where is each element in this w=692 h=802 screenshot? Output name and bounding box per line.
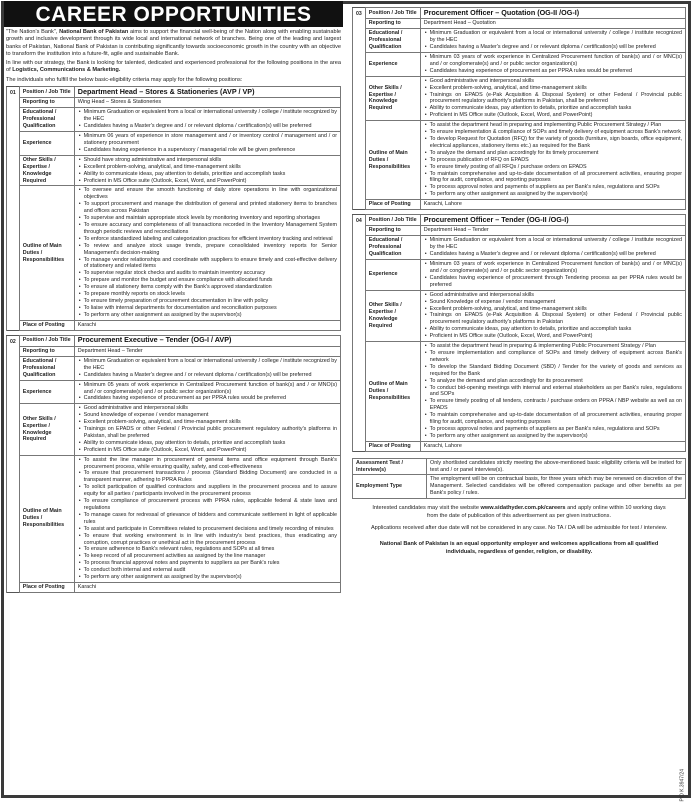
list-item: • Minimum 03 years of work experience in Centralized Procurement function of bank(s) and / or MNC(s) and / or conglomerate(s) and / or public sector organization(s) — [424, 261, 682, 275]
experience-list — [424, 54, 682, 75]
duties-label: Outline of Main Duties / Responsibilities — [19, 186, 74, 320]
equal-opportunity-text: National Bank of Pakistan is an equal opportunity employer and welcomes applications from all qualified individuals, regardless of gender, religion, or disability. — [379, 541, 659, 555]
list-item: • To assist the line manager in procurement of general items and office equipment through Bank's procurement process, while ensuring quality, safety, and cost-effectiveness — [78, 457, 337, 471]
skills-list — [424, 292, 682, 340]
list-item: • Good administrative and interpersonal skills — [424, 292, 682, 299]
bank-name: National Bank of Pakistan — [59, 29, 129, 35]
education-row — [353, 29, 686, 53]
list-item: • To ensure that working environment is in line with industry's best practices, thus eradicating any corruption, corrupt practices or unethical act in the procurement process — [78, 533, 337, 547]
job-table-02 — [6, 335, 341, 593]
list-item: • Proficient in MS Office suite (Outlook, Excel, Word, and PowerPoint) — [424, 112, 682, 119]
duties-row — [353, 121, 686, 200]
reporting-to-row — [353, 226, 686, 236]
duties-label: Outline of Main Duties / Responsibilities — [365, 342, 420, 442]
position-label: Position / Job Title — [19, 87, 74, 98]
list-item: • To review and analyze stock usage trends, prepare consolidated inventory reports for Senior Management's decision-making — [78, 243, 337, 257]
number-spacer — [7, 582, 20, 592]
duties-label: Outline of Main Duties / Responsibilities — [365, 121, 420, 200]
experience-label: Experience — [19, 132, 74, 156]
education-value — [74, 108, 340, 132]
list-item: • Sound knowledge of expense / vendor management — [78, 412, 337, 419]
experience-row — [353, 260, 686, 291]
duties-list — [78, 457, 337, 581]
list-item: • Candidates having a Master's degree and / or relevant diploma / certification(s) will be preferred — [78, 123, 337, 130]
list-item: • To conduct both internal and external audit — [78, 567, 337, 574]
list-item: • To supervise and maintain appropriate stock levels by monitoring inventory and reporting shortages — [78, 215, 337, 222]
list-item: • To analyze the demand and plan accordingly for its timely procurement — [424, 150, 682, 157]
number-spacer — [353, 226, 366, 236]
list-item: • To maintain comprehensive and up-to-date documentation of all procurement activities, ensuring proper filing for audit, compliance, and reporting purposes — [424, 412, 682, 426]
duties-list — [424, 343, 682, 440]
education-label: Educational / Professional Qualification — [365, 236, 420, 260]
number-spacer — [7, 380, 20, 404]
position-label: Position / Job Title — [365, 8, 420, 19]
number-spacer — [7, 132, 20, 156]
list-item: • To perform any other assignment as assigned by the supervisor(s) — [78, 574, 337, 581]
intro-paragraph-3: The individuals who fulfill the below basic-eligibility criteria may apply for the following positions: — [6, 76, 243, 83]
list-item: • Ability to communicate ideas, pay attention to details, prioritize and accomplish tasks — [78, 440, 337, 447]
number-spacer — [7, 155, 20, 186]
employment-row — [353, 475, 686, 499]
place-of-posting-row — [353, 200, 686, 210]
list-item: • To conduct bid-opening meetings with internal and external stakeholders as per Bank's rules, regulations and SOPs — [424, 385, 682, 399]
list-item: • To oversee and ensure the smooth functioning of daily store operations in line with organizational objectives — [78, 187, 337, 201]
right-column — [352, 7, 686, 561]
duties-row — [7, 455, 341, 582]
reporting-to-value: Department Head – Quotation — [420, 19, 685, 29]
skills-row — [353, 290, 686, 341]
number-spacer — [353, 121, 366, 200]
number-spacer — [353, 29, 366, 53]
intro-paragraph-1 — [6, 29, 341, 58]
skills-list — [78, 405, 337, 453]
experience-list — [78, 382, 337, 403]
duties-value — [74, 455, 340, 582]
list-item: • Minimum Graduation or equivalent from a local or international university / college / institute recognized by the HEC — [424, 30, 682, 44]
reporting-to-row — [353, 19, 686, 29]
list-item: • To assist and participate in Committees related to procurement decisions and timely recording of minutes — [78, 526, 337, 533]
education-label: Educational / Professional Qualification — [365, 29, 420, 53]
jobs-left — [6, 86, 341, 593]
list-item: • Excellent problem-solving, analytical, and time-management skills — [78, 164, 337, 171]
number-spacer — [353, 200, 366, 210]
experience-value — [420, 260, 685, 291]
education-list — [424, 30, 682, 51]
list-item: • Should have strong administrative and interpersonal skills — [78, 157, 337, 164]
list-item: • Trainings on EPADS (e-Pak Acquisition & Disposal System) or other Federal / Provincial public procurement regulatory authority's platforms in Pakistan — [424, 312, 682, 326]
intro-area: Logistics, Communications & Marketing. — [12, 67, 121, 74]
position-label: Position / Job Title — [19, 335, 74, 346]
list-item: • To keep record of all procurement activities as assigned by the line manager — [78, 553, 337, 560]
reporting-to-label: Reporting to — [19, 346, 74, 356]
intro-strategy: In line with our strategy, the Bank is looking for talented, dedicated and experienced professional for the following positions in the area of — [6, 60, 341, 74]
skills-label: Other Skills / Expertise / Knowledge Required — [19, 155, 74, 186]
place-of-posting-value: Karachi — [74, 582, 340, 592]
equal-opportunity-note — [366, 541, 672, 556]
notes — [352, 505, 686, 556]
job-title: Procurement Executive – Tender (OG-I / AVP) — [74, 335, 340, 346]
pid-number: PID K.3947/24 — [680, 769, 686, 802]
job-title-row — [7, 335, 341, 346]
list-item: • To ensure that procurement transactions / process (Standard Bidding Document) are conducted in a transparent manner, adhering to PPRA Rules — [78, 470, 337, 484]
place-of-posting-label: Place of Posting — [19, 582, 74, 592]
number-spacer — [7, 404, 20, 455]
list-item: • Trainings on EPADS (e-Pak Acquisition & Disposal System) or other Federal / Provincial public procurement regulatory authority's platforms in Pakistan, shall be preferred — [424, 92, 682, 106]
intro-text: aims to support the financial well-being of the Nation along with enabling sustainable growth and inclusive development through its wide local and international network of branches. Being one of the leading and largest banks of Pakistan, National Bank of Pakistan is contributing significantly towards socioeconomic growth in the country with an objective to transform the institution into a future-fit, agile and sustainable Bank. — [6, 29, 341, 57]
list-item: • To supervise regular stock checks and audits to maintain inventory accuracy — [78, 270, 337, 277]
list-item: • Excellent problem-solving, analytical, and time-management skills — [78, 419, 337, 426]
number-spacer — [7, 346, 20, 356]
list-item: • Good administrative and interpersonal skills — [78, 405, 337, 412]
list-item: • To ensure adherence to Bank's relevant rules, regulations and SOPs at all times — [78, 546, 337, 553]
website-link[interactable]: www.sidathyder.com.pk/careers — [480, 505, 566, 512]
list-item: • To process approval notes and payments of suppliers as per Bank's rules, regulations and SOPs — [424, 184, 682, 191]
list-item: • To ensure accuracy and completeness of all transactions recorded in the Inventory Management System through periodic reviews and reconciliations — [78, 222, 337, 236]
education-row — [7, 108, 341, 132]
list-item: • To assist the department head in preparing and implementing Public Procurement Strategy / Plan — [424, 122, 682, 129]
experience-value — [74, 380, 340, 404]
experience-label: Experience — [365, 53, 420, 77]
list-item: • Minimum 05 years of work experience in Centralized Procurement function of bank(s) and / or MNO(s) and / or conglomerate(s) and / or public sector organization(s) — [78, 382, 337, 396]
list-item: • Proficient in MS Office suite (Outlook, Excel, Word, and PowerPoint) — [78, 178, 337, 185]
general-info-table — [352, 458, 686, 500]
place-of-posting-value: Karachi, Lahore — [420, 200, 685, 210]
place-of-posting-value: Karachi — [74, 320, 340, 330]
skills-value — [74, 404, 340, 455]
list-item: • To ensure all stationery items comply with the Bank's approved standardization — [78, 284, 337, 291]
experience-row — [7, 132, 341, 156]
skills-value — [420, 76, 685, 120]
number-spacer — [7, 108, 20, 132]
experience-value — [74, 132, 340, 156]
number-spacer — [7, 356, 20, 380]
intro-paragraph-2 — [6, 60, 341, 75]
number-spacer — [353, 290, 366, 341]
number-spacer — [353, 260, 366, 291]
list-item: • To prepare and monitor the budget and ensure compliance with allocated funds — [78, 277, 337, 284]
list-item: • Candidates having a Master's degree and / or relevant diploma / certification(s) will be preferred — [78, 372, 337, 379]
job-title: Procurement Officer – Quotation (OG-II /OG-I) — [420, 8, 685, 19]
duties-value — [74, 186, 340, 320]
job-number: 04 — [353, 215, 366, 226]
skills-list — [424, 78, 682, 119]
list-item: • To perform any other assignment as assigned by the supervisor(s) — [424, 191, 682, 198]
skills-row — [7, 404, 341, 455]
number-spacer — [353, 441, 366, 451]
list-item: • To process publication of RFQ on EPADS — [424, 157, 682, 164]
list-item: • Minimum Graduation or equivalent from a local or international university / college / institute recognized by the HEC — [78, 358, 337, 372]
list-item: • To solicit participation of qualified contractors and suppliers in the procurement process and to assure equity for all parties / participants involved in the procurement process — [78, 484, 337, 498]
number-spacer — [353, 342, 366, 442]
list-item: • Excellent problem-solving, analytical, and time-management skills — [424, 85, 682, 92]
list-item: • To analyze the demand and plan accordingly for its procurement — [424, 378, 682, 385]
duties-row — [7, 186, 341, 320]
list-item: • Candidates having experience of procurement as per PPRA rules would be preferred — [424, 68, 682, 75]
number-spacer — [7, 320, 20, 330]
apply-post: and apply online within 10 working days from the date of publication of this advertisement as per given instructions. — [426, 505, 666, 519]
duties-label: Outline of Main Duties / Responsibilities — [19, 455, 74, 582]
list-item: • To ensure implementation & compliance of SOPs and timely delivery of equipment across Bank's network — [424, 129, 682, 136]
experience-label: Experience — [19, 380, 74, 404]
experience-row — [353, 53, 686, 77]
job-title-row — [7, 87, 341, 98]
employment-label: Employment Type — [353, 475, 427, 499]
list-item: • Proficient in MS Office suite (Outlook, Excel, Word, and PowerPoint) — [424, 333, 682, 340]
list-item: • Candidates having experience in a supervisory / managerial role will be given preference — [78, 147, 337, 154]
assessment-row — [353, 458, 686, 475]
job-table-03 — [352, 7, 686, 210]
reporting-to-label: Reporting to — [365, 19, 420, 29]
list-item: • Minimum Graduation or equivalent from a local or international university / college / institute recognized by the HEC — [424, 237, 682, 251]
experience-list — [424, 261, 682, 289]
list-item: • Minimum 03 years of work experience in Centralized Procurement function of bank(s) and / or MNC(s) and / or conglomerate(s) and / or public sector organization(s) — [424, 54, 682, 68]
education-value — [74, 356, 340, 380]
skills-label: Other Skills / Expertise / Knowledge Required — [19, 404, 74, 455]
reporting-to-value: Department Head – Tender — [420, 226, 685, 236]
list-item: • Minimum Graduation or equivalent from a local or international university / college / institute recognized by the HEC — [78, 109, 337, 123]
skills-value — [420, 290, 685, 341]
experience-label: Experience — [365, 260, 420, 291]
place-of-posting-label: Place of Posting — [19, 320, 74, 330]
reporting-to-value: Department Head – Tender — [74, 346, 340, 356]
list-item: • Sound Knowledge of expense / vendor management — [424, 299, 682, 306]
job-table-04 — [352, 214, 686, 452]
place-of-posting-label: Place of Posting — [365, 441, 420, 451]
list-item: • Candidates having a Master's degree and / or relevant diploma / certification(s) will be prefered — [424, 44, 682, 51]
list-item: • To maintain comprehensive and up-to-date documentation of all procurement activities, ensuring proper filing for audit, compliance, and reporting purposes — [424, 171, 682, 185]
assessment-label: Assessment Test / Interview(s) — [353, 458, 427, 475]
number-spacer — [7, 98, 20, 108]
place-of-posting-label: Place of Posting — [365, 200, 420, 210]
duties-row — [353, 342, 686, 442]
number-spacer — [353, 19, 366, 29]
list-item: • To process financial approval notes and payments to suppliers as per Bank's rules — [78, 560, 337, 567]
list-item: • To ensure implementation and compliance of SOPs and timely delivery of equipment across Bank's network — [424, 350, 682, 364]
duties-value — [420, 121, 685, 200]
apply-note — [366, 505, 672, 520]
job-title-row — [353, 8, 686, 19]
duties-value — [420, 342, 685, 442]
place-of-posting-row — [7, 320, 341, 330]
education-list — [424, 237, 682, 258]
employment-text: The employment will be on contractual basis, for three years which may be renewed on discretion of the Management. Selected candidates will be offered compensation package and other benefits as per Bank's policy / rules. — [427, 475, 686, 499]
list-item: • To prepare monthly reports on stock levels — [78, 291, 337, 298]
education-label: Educational / Professional Qualification — [19, 108, 74, 132]
job-number: 02 — [7, 335, 20, 346]
number-spacer — [353, 76, 366, 120]
list-item: • To perform any other assignment as assigned by the supervisor(s) — [424, 433, 682, 440]
list-item: • To manage vendor relationships and coordinate with suppliers to ensure timely and cost-effective delivery of stationery and related items — [78, 257, 337, 271]
list-item: • To assist the department head in preparing & implementing Public Procurement Strategy / Plan — [424, 343, 682, 350]
list-item: • Minimum 06 years of experience in store management and / or inventory control / management and / or stationery procurement — [78, 133, 337, 147]
list-item: • To ensure compliance of procurement process with PPRA rules, applicable federal & state laws and regulations — [78, 498, 337, 512]
job-title-row — [353, 215, 686, 226]
experience-value — [420, 53, 685, 77]
education-row — [353, 236, 686, 260]
intro — [6, 29, 341, 84]
list-item: • To process approval notes and payments of suppliers as per Bank's rules, regulations and SOPs — [424, 426, 682, 433]
list-item: • Good administrative and interpersonal skills — [424, 78, 682, 85]
education-value — [420, 236, 685, 260]
number-spacer — [7, 186, 20, 320]
duties-list — [424, 122, 682, 198]
skills-value — [74, 155, 340, 186]
place-of-posting-row — [353, 441, 686, 451]
list-item: • Candidates having a Master's degree and / or relevant diploma / certification(s) will be prefered — [424, 251, 682, 258]
reporting-to-row — [7, 98, 341, 108]
list-item: • To liaise with internal departments for documentation and reconciliation purposes — [78, 305, 337, 312]
education-list — [78, 109, 337, 130]
jobs-right — [352, 7, 686, 452]
list-item: • Excellent problem-solving, analytical, and time-management skills — [424, 306, 682, 313]
list-item: • To support procurement and manage the distribution of general and printed stationery items to branches and offices across Pakistan — [78, 201, 337, 215]
reporting-to-label: Reporting to — [365, 226, 420, 236]
list-item: • To enforce standardized labeling and categorization practices for efficient inventory tracking and retrieval — [78, 236, 337, 243]
list-item: • Ability to communicate ideas, pay attention to details, prioritize and accomplish tasks — [424, 326, 682, 333]
number-spacer — [7, 455, 20, 582]
job-title: Department Head – Stores & Stationeries (AVP / VP) — [74, 87, 340, 98]
intro-quote: "The Nation's Bank", — [6, 29, 60, 35]
job-title: Procurement Officer – Tender (OG-II /OG-I) — [420, 215, 685, 226]
list-item: • To develop Request for Quotation (RFQ) for the variety of goods (furniture, sign boards, office equipment, electrical appliances, stationery items etc.) as required for the Bank — [424, 136, 682, 150]
number-spacer — [353, 53, 366, 77]
skills-row — [7, 155, 341, 186]
apply-pre: Interested candidates may visit the website — [372, 505, 481, 512]
skills-label: Other Skills / Expertise / Knowledge Required — [365, 290, 420, 341]
job-table-01 — [6, 86, 341, 331]
place-of-posting-value: Karachi, Lahore — [420, 441, 685, 451]
number-spacer — [353, 236, 366, 260]
education-list — [78, 358, 337, 379]
skills-list — [78, 157, 337, 185]
reporting-to-row — [7, 346, 341, 356]
place-of-posting-row — [7, 582, 341, 592]
skills-row — [353, 76, 686, 120]
list-item: • Trainings on EPADS or other Federal / Provincial public procurement regulatory authority's platforms in Pakistan, shall be preferred — [78, 426, 337, 440]
list-item: • Ability to communicate ideas, pay attention to details, prioritize and accomplish tasks — [424, 105, 682, 112]
job-number: 01 — [7, 87, 20, 98]
list-item: • To ensure timely posting of all tenders, contracts / purchase orders on PPRA / NBP website as well as on EPADS — [424, 398, 682, 412]
page-title: CAREER OPPORTUNITIES — [4, 1, 343, 27]
education-label: Educational / Professional Qualification — [19, 356, 74, 380]
list-item: • Candidates having experience of procurement as per PPRA rules would be preferred — [78, 395, 337, 402]
list-item: • To manage cases for redressal of grievance of bidders and communicate settlement in light of applicable rules — [78, 512, 337, 526]
experience-list — [78, 133, 337, 154]
list-item: • Proficient in MS Office suite (Outlook, Excel, Word, and PowerPoint) — [78, 447, 337, 454]
list-item: • To ensure timely posting of all RFQs / purchase orders on EPADS — [424, 164, 682, 171]
list-item: • Ability to communicate ideas, pay attention to details, prioritize and accomplish tasks — [78, 171, 337, 178]
reporting-to-label: Reporting to — [19, 98, 74, 108]
duties-list — [78, 187, 337, 318]
skills-label: Other Skills / Expertise / Knowledge Required — [365, 76, 420, 120]
job-number: 03 — [353, 8, 366, 19]
position-label: Position / Job Title — [365, 215, 420, 226]
list-item: • To develop the Standard Bidding Document (SBD) / Tender for the variety of goods and services as required for the Bank — [424, 364, 682, 378]
late-note: Applications received after due date will not be considered in any case. No TA / DA will be admissible for test / interview. — [370, 525, 668, 531]
education-value — [420, 29, 685, 53]
list-item: • To perform any other assignment as assigned by the supervisor(s) — [78, 312, 337, 319]
education-row — [7, 356, 341, 380]
assessment-text: Only shortlisted candidates strictly meeting the above-mentioned basic eligibility criteria will be invited for test and / or panel interview(s). — [427, 458, 686, 475]
list-item: • To ensure timely preparation of procurement documentation in line with policy — [78, 298, 337, 305]
left-column — [6, 4, 341, 597]
list-item: • Candidates having experience of procurement through Tendering process as per PPRA rules would be preferred — [424, 275, 682, 289]
reporting-to-value: Wing Head – Stores & Stationeries — [74, 98, 340, 108]
experience-row — [7, 380, 341, 404]
